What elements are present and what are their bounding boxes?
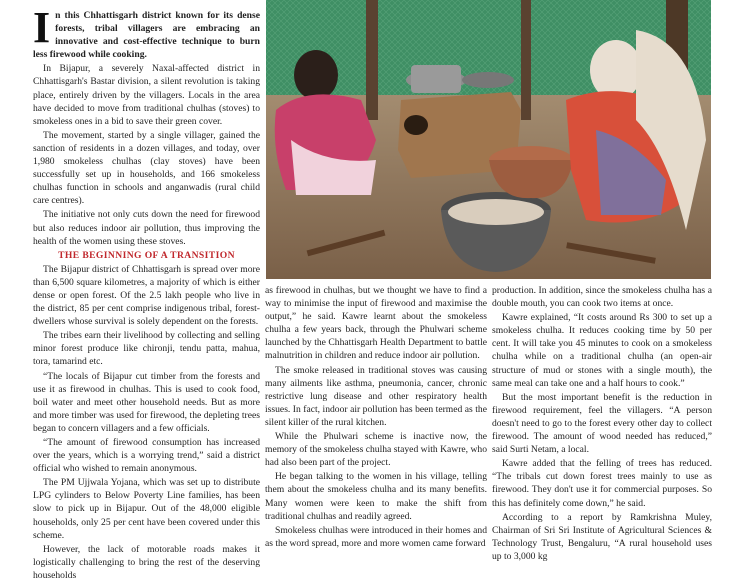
lead-text: n this Chhattisgarh district known for its dense forests, tribal villagers are embracing an innovative and cost-effective technique to burn less firewood while cooking.	[33, 10, 260, 61]
paragraph: Kawre added that the felling of trees has reduced. “The tribals cut down forest trees mainly to use as firewood. They don't use it for commercial purposes. So this has definitely come down,” he said.	[492, 458, 712, 509]
paragraph: In Bijapur, a severely Naxal-affected district in Chhattisgarh's Bastar division, a silent revolution is taking place, entirely driven by the villagers. Locals in the area have decided to move from traditional chulhas (stoves) to smokeless ones in a bid to save their green cover.	[33, 63, 260, 127]
article-column-1	[33, 3, 260, 583]
paragraph: The Bijapur district of Chhattisgarh is spread over more than 6,500 square kilometres, a majority of which is either dense or open forest. Of the 2.5 lakh people who live in the district, 85 per cent comprise indigenous tribal, forest-dwellers whose survival is solely dependent on the forests.	[33, 263, 260, 328]
paragraph: However, the lack of motorable roads makes it logistically challenging to bring the rest of the deserving households	[33, 543, 260, 581]
drop-cap: I	[33, 3, 51, 52]
paragraph: According to a report by Ramkrishna Muley, Chairman of Sri Sri Institute of Agricultural Sciences & Technology Trust, Bengaluru, “A rural household uses up to 3,000 kg	[492, 511, 712, 562]
section-subhead: THE BEGINNING OF A TRANSITION	[58, 249, 235, 261]
paragraph: production. In addition, since the smokeless chulha has a double mouth, you can cook two items at once.	[492, 285, 712, 310]
photo-women-smokeless-chulha	[266, 0, 711, 279]
paragraph: as firewood in chulhas, but we thought we have to find a way to minimise the input of firewood and maximise the output,” he said. Kawre learnt about the smokeless chulha a few years back, through the Phulwari scheme launched by the Chhattisgarh Health Department to battle malnutrition in children and reduce indoor air pollution.	[265, 285, 487, 362]
paragraph: The movement, started by a single villager, gained the sanction of residents in a dozen villages, and today, over 1,980 smokeless chulhas (clay stoves) have been successfully set up in households, and 166 smokeless chulhas function in schools and anganwadis (rural child care centres).	[33, 129, 260, 207]
lead-paragraph	[33, 3, 260, 61]
paragraph: Smokeless chulhas were introduced in their homes and as the word spread, more and more women came forward	[265, 524, 487, 549]
paragraph: He began talking to the women in his village, telling them about the smokeless chulha and its many benefits. Many women were keen to make the shift from traditional chulhas and readily agreed.	[265, 471, 487, 522]
paragraph: The PM Ujjwala Yojana, which was set up to distribute LPG cylinders to Below Poverty Line families, has been slow to pick up in Bijapur. Out of the 48,000 eligible households, only 25 per cent have been covered under this scheme.	[33, 477, 260, 541]
article-column-2	[265, 284, 487, 551]
paragraph: The tribes earn their livelihood by collecting and selling minor forest produce like chironji, tendu patta, mahua, tora, tamarind etc.	[33, 330, 260, 368]
paragraph: “The amount of firewood consumption has increased over the years, which is a worrying trend,” said a district official who wished to remain anonymous.	[33, 437, 260, 475]
article-column-3	[492, 284, 712, 564]
photo-illustration	[266, 0, 711, 279]
paragraph: “The locals of Bijapur cut timber from the forests and use it as firewood in chulhas. This is used to cook food, boil water and meet other household needs. But as more and more timber was used for firewood, the depleting trees began to concern villagers and a few officials.	[33, 370, 260, 434]
paragraph: The smoke released in traditional stoves was causing many ailments like asthma, pneumonia, cancer, chronic restrictive lung disease and other respiratory health issues. In fact, indoor air pollution has been termed as the silent killer of the rural kitchen.	[265, 364, 487, 428]
paragraph: But the most important benefit is the reduction in firewood requirement, feel the villagers. “A person doesn't need to go to the forest every other day to collect firewood. The amount of wood needed has reduced,” said Surti Netam, a local.	[492, 391, 712, 456]
paragraph: While the Phulwari scheme is inactive now, the memory of the smokeless chulha stayed with Kawre, who had also been part of the project.	[265, 431, 487, 469]
paragraph: The initiative not only cuts down the need for firewood but also reduces indoor air pollution, thus improving the health of the women using these stoves.	[33, 209, 260, 247]
paragraph: Kawre explained, “It costs around Rs 300 to set up a smokeless chulha. It reduces cooking time by 50 per cent. It will take you 45 minutes to cook on a smokeless chulha while on a traditional chulha (an open-air structure of mud or stones with a single mouth), the same meal can take one and a half hours to cook.”	[492, 312, 712, 389]
